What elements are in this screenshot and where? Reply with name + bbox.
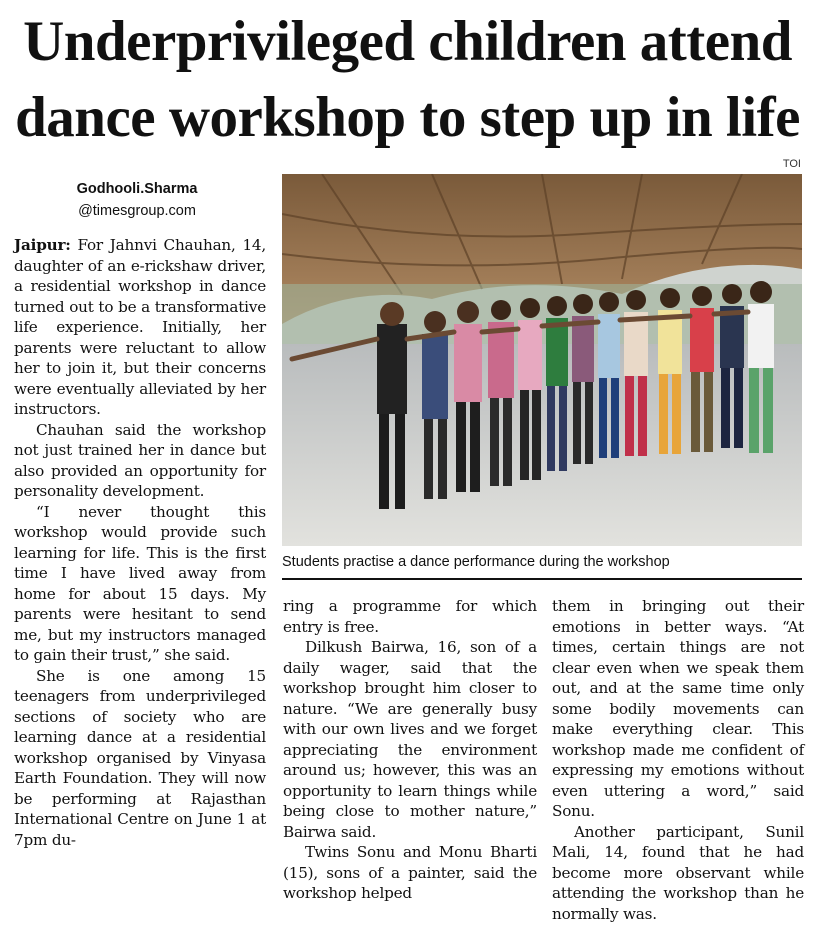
paragraph-6: Dilkush Bairwa, 16, son of a daily wager, said that the workshop brought him closer to nature. “We are generally busy with our own lives and we forget appreciating the environment around us; however, this was an opportunity to learn things while being close to mother nature,” Bairwa said. xyxy=(283,638,537,841)
caption-divider xyxy=(282,578,802,580)
paragraph-3: “I never thought this workshop would provide such learning for life. This is the first time I have lived away from home for about 15 days. My parents were hesitant to send me, but my instructors managed to gain their trust,” she said. xyxy=(14,502,266,664)
paragraph-1 xyxy=(14,235,266,420)
paragraph-8: them in bringing out their emotions in better ways. “At times, certain things are not clear even when we speak them out, and at the same time only some bodily movements can make everything clear. This workshop made me confident of expressing my emotions without even uttering a word,” said Sonu. xyxy=(552,597,804,820)
paragraph-2: Chauhan said the workshop not just trained her in dance but also provided an opportunity for personality development. xyxy=(14,420,266,500)
dance-workshop-photo xyxy=(282,174,802,546)
paragraph-5: ring a programme for which entry is free. xyxy=(283,597,537,636)
byline xyxy=(0,178,274,222)
photo-caption: Students practise a dance performance during the workshop xyxy=(282,554,670,570)
photo-credit: TOI xyxy=(782,158,801,170)
article-column-3 xyxy=(552,596,804,924)
article-column-1 xyxy=(14,235,266,850)
photo-icon xyxy=(282,174,802,546)
byline-name: Godhooli.Sharma xyxy=(76,181,198,197)
headline-line-1: Underprivileged children attend xyxy=(23,10,792,73)
paragraph-1-text: For Jahnvi Chauhan, 14, daughter of an e-rickshaw driver, a residential workshop in dance turned out to be a transformative life experience. Initially, her parents were reluctant to allow her to join it, but their concerns were eventually alleviated by her instructors. xyxy=(14,236,266,418)
dateline: Jaipur: xyxy=(14,236,71,254)
headline xyxy=(0,4,815,156)
paragraph-4: She is one among 15 teenagers from underprivileged sections of society who are learning dance at a residential workshop organised by Vinyasa Earth Foundation. They will now be performing at Rajasthan International Centre on June 1 at 7pm du- xyxy=(14,666,266,849)
article-column-2 xyxy=(283,596,537,904)
byline-email: @timesgroup.com xyxy=(78,203,196,219)
headline-line-2: dance workshop to step up in life xyxy=(15,86,800,149)
paragraph-9: Another participant, Sunil Mali, 14, found that he had become more observant while attending the workshop than he normally was. xyxy=(552,822,804,923)
paragraph-7: Twins Sonu and Monu Bharti (15), sons of a painter, said the workshop helped xyxy=(283,843,537,902)
